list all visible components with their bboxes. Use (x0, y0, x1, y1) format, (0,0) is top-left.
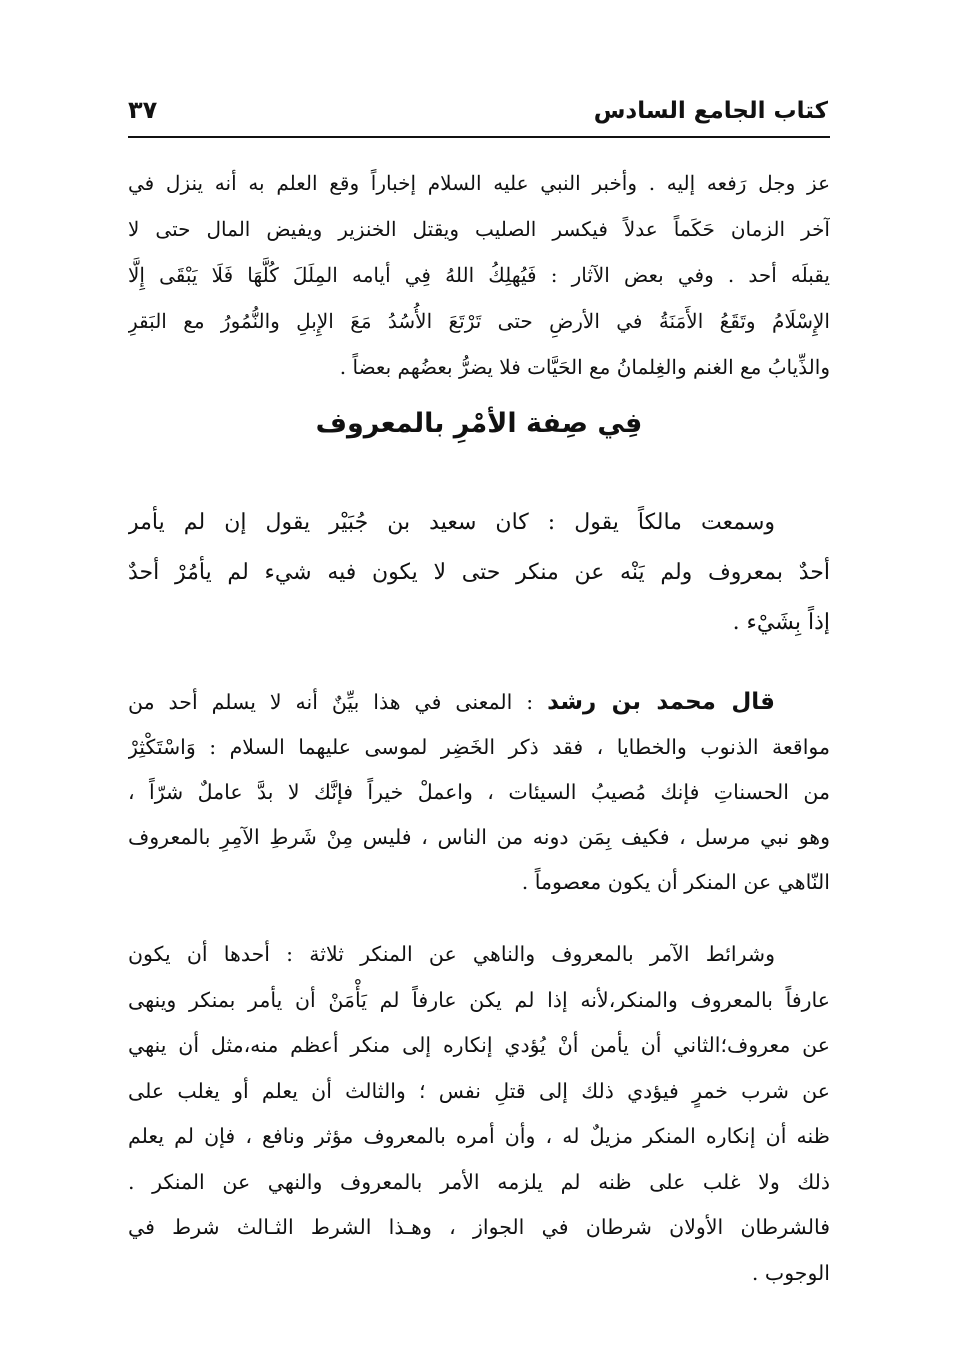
text-line: ظنه أن إنكاره المنكر مزيلٌ له ، وأن أمره بالمعروف مؤثر ونافع ، فإن لم يعلم (128, 1124, 830, 1148)
text-line: الوجوب . (751, 1260, 830, 1285)
text-line: عن شرب خمرٍ فيؤدي ذلك إلى قتلِ نفس ؛ والثالث أن يعلم أو يغلب على (128, 1078, 830, 1103)
text-line: عن معروف؛الثاني أن يأمن أنْ يُؤدي إنكاره إلى منكر أعظم منه،مثل أن ينهي (128, 1033, 830, 1057)
text-fragment: : المعنى في هذا بيِّنٌ أنه لا يسلم أحد من (128, 690, 534, 714)
section-heading: فِي صِفة الأمْرِ بالمعروف (315, 408, 643, 439)
text-line: النّاهي عن المنكر أن يكون معصوماً . (521, 870, 830, 894)
text-line: والذِّيابُ مع الغنم والغِلمانُ مع الحَيَّات فلا يضرُّ بعضُهم بعضاً . (339, 355, 830, 379)
text-line: إذاً بِشَيْء . (732, 610, 830, 635)
running-head (128, 94, 828, 134)
text-line: وسمعت مالكاً يقول : كان سعيد بن جُبَيْر يقول إن لم يأمر (128, 510, 775, 535)
running-head-title: كتاب الجامع السادس (593, 98, 828, 124)
text-line: آخر الزمان حَكَماً عدلاً فيكسر الصليب ويقتل الخنزير ويفيض المال حتى لا (128, 217, 830, 241)
speaker-name: قال محمد بن رشد (547, 689, 775, 715)
text-line: الإِسْلَامُ وتَقَعُ الأَمَنَةُ في الأرضِ حتى تَرْتَعَ الأُسُدُ مَعَ الإِبلِ والنُّمُورُ مع البَقرِ (128, 309, 830, 333)
text-line: مواقعة الذنوب والخطايا ، فقد ذكر الخَضِر لموسى عليهما السلام : وَاسْتَكْثِرْ (128, 735, 830, 759)
page-number: ٣٧ (128, 96, 158, 124)
text-line: عز وجل رَفعه إليه . وأخبر النبي عليه السلام إخباراً وقع العلم به أنه ينزل في (128, 171, 830, 195)
paragraph-4 (128, 932, 830, 1296)
text-line: من الحسناتِ فإنك مُصيبُ السيئات ، واعملْ خيراً فإنَّك لا بدَّ عاملٌ شرّاً ، (128, 780, 830, 804)
paragraph-3 (128, 680, 830, 905)
text-line: عارفاً بالمعروف والمنكر،لأنه إذا لم يكن عارفاً لم يَأْمَنْ أن يأمر بمنكر وينهى (128, 987, 830, 1012)
text-line: يقبلَه أحد . وفي بعض الآثار : فَيُهلِكُ اللهُ فِي أيامه المِلَلَ كُلَّهَا فَلَا يَبْقَى إِلَّا (128, 263, 830, 287)
paragraph-2 (128, 498, 830, 648)
text-line: فالشرطان الأولان شرطان في الجواز ، وهـذا الشرط الثـالث شرط في (128, 1215, 830, 1239)
text-line (128, 680, 830, 725)
text-line: ذلك ولا غلب على ظنه لم يلزمه الأمر بالمعروف والنهي عن المنكر . (128, 1169, 830, 1194)
text-line: أحدٌ بمعروف ولم يَنْه عن منكر حتى لا يكون فيه شيء لم يأمُرْ أحدٌ (128, 560, 830, 585)
text-line: وشرائط الآمر بالمعروف والناهي عن المنكر ثلاثة : أحدها أن يكون (128, 942, 775, 966)
text-line: وهو نبي مرسل ، فكيف بِمَن دونه من الناس ، فليس مِنْ شَرطِ الآمِرِ بالمعروف (128, 825, 830, 849)
paragraph-1 (128, 160, 830, 390)
header-rule (128, 136, 830, 138)
